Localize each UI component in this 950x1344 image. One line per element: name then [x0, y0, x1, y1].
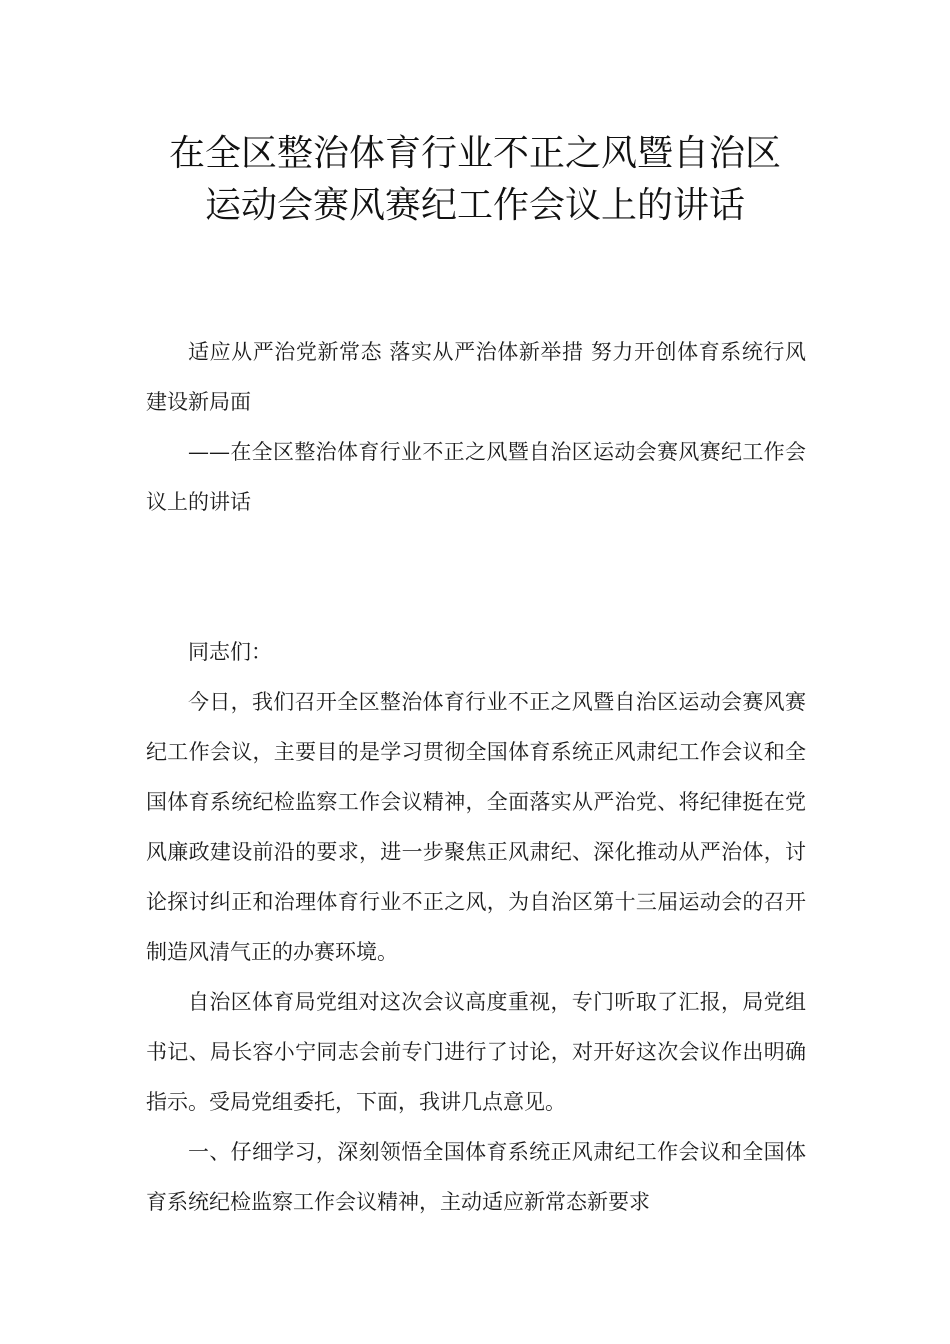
- speech-subline: ——在全区整治体育行业不正之风暨自治区运动会赛风赛纪工作会议上的讲话: [146, 440, 806, 514]
- paragraph-2: 自治区体育局党组对这次会议高度重视，专门听取了汇报，局党组书记、局长容小宁同志会前专门进行了讨论，对开好这次会议作出明确指示。受局党组委托，下面，我讲几点意见。: [146, 990, 806, 1114]
- title-line-2: 运动会赛风赛纪工作会议上的讲话: [204, 185, 745, 226]
- document-title: [100, 128, 850, 232]
- title-line-1: 在全区整治体育行业不正之风暨自治区: [168, 133, 781, 174]
- speech-subtitle: 适应从严治党新常态 落实从严治体新举措 努力开创体育系统行风建设新局面: [146, 340, 806, 414]
- section-heading-1: 一、仔细学习，深刻领悟全国体育系统正风肃纪工作会议和全国体育系统纪检监察工作会议精神，主动适应新常态新要求: [146, 1140, 806, 1214]
- greeting: 同志们：: [188, 640, 272, 664]
- paragraph-1: 今日，我们召开全区整治体育行业不正之风暨自治区运动会赛风赛纪工作会议，主要目的是学习贯彻全国体育系统正风肃纪工作会议和全国体育系统纪检监察工作会议精神，全面落实从严治党、将纪律挺在党风廉政建设前沿的要求，进一步聚焦正风肃纪、深化推动从严治体，讨论探讨纠正和治理体育行业不正之风，为自治区第十三届运动会的召开制造风清气正的办赛环境。: [146, 690, 806, 964]
